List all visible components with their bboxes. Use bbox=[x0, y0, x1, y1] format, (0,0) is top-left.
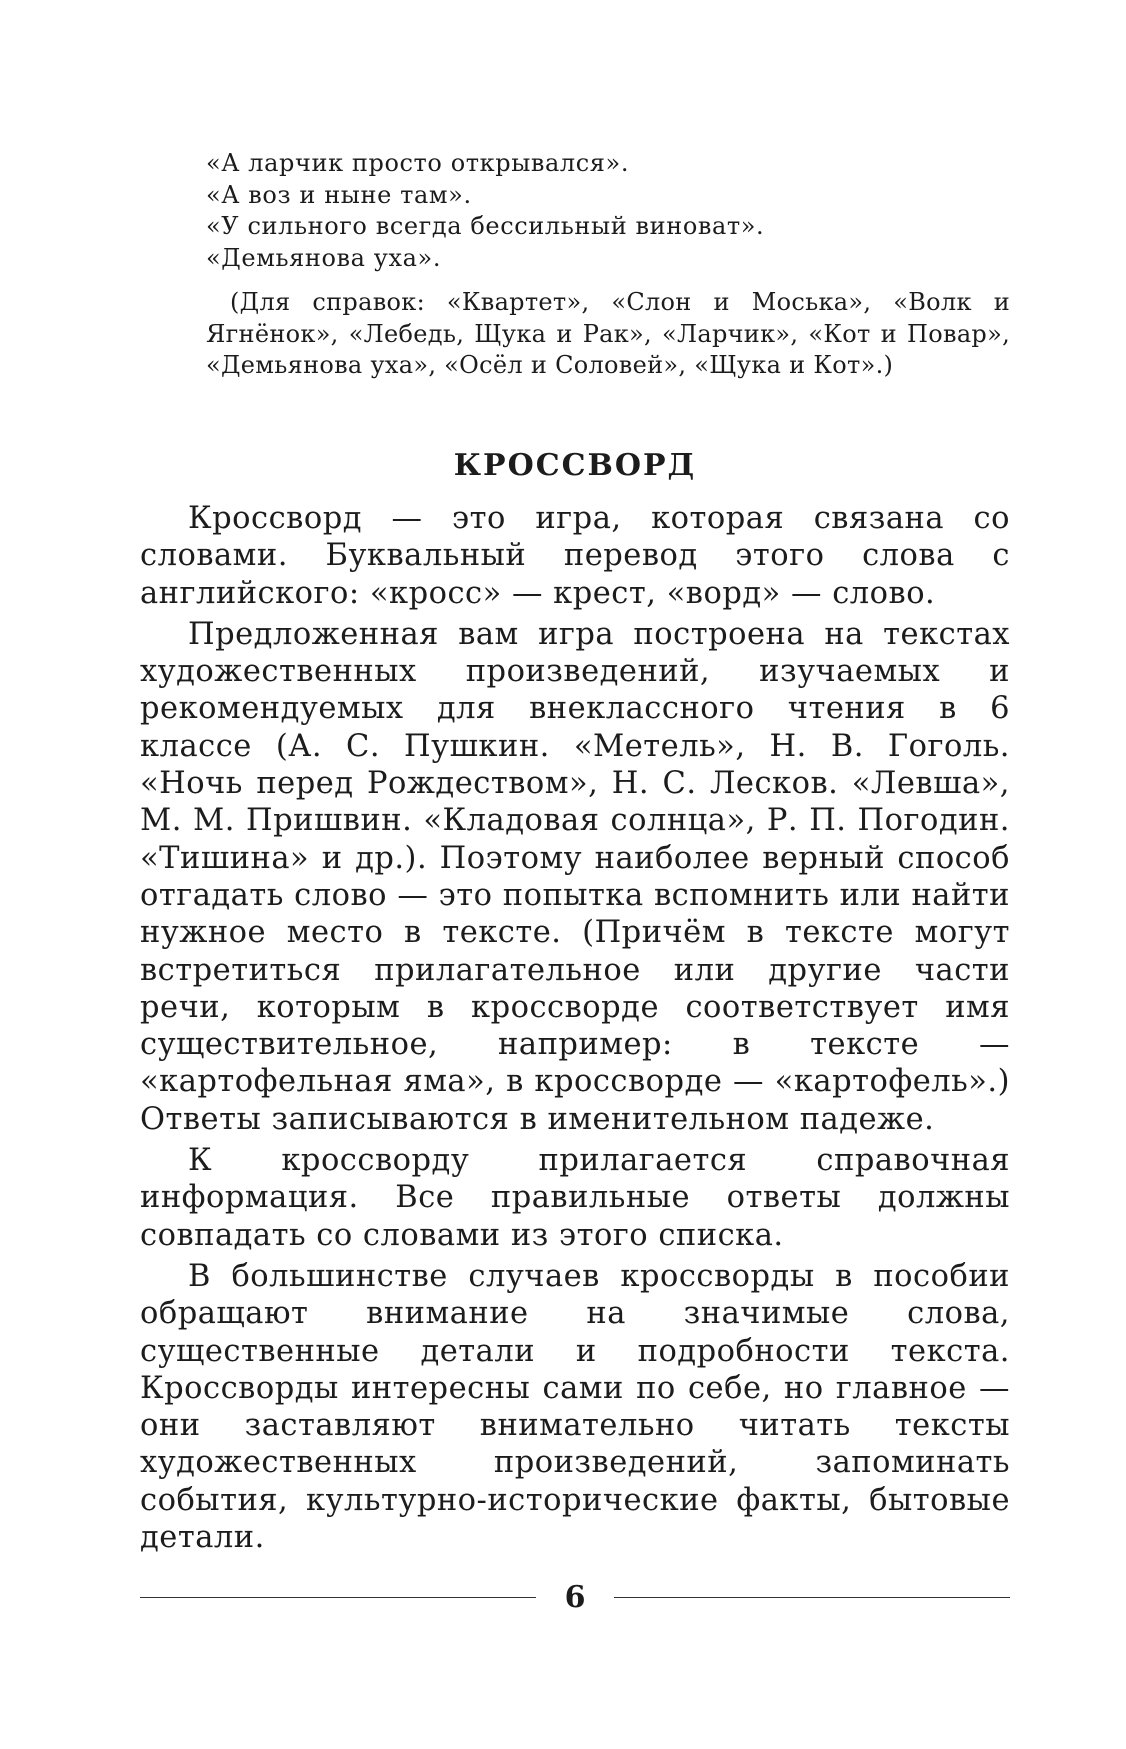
proverb-line: «Демьянова уха». bbox=[206, 243, 442, 272]
proverb-line: «У сильного всегда бессильный виноват». bbox=[206, 212, 765, 240]
section-heading: КРОССВОРД bbox=[453, 448, 697, 483]
body-paragraph: В большинстве случаев кроссворды в пособии обращают внимание на значимые слова, существенные детали и подробности текста. Кроссворды интересны сами по себе, но главное — они заставляют внимательно читать тексты художественных произведений, запоминать события, культурно-исторические факты, бытовые детали. bbox=[140, 1258, 1010, 1556]
reference-note bbox=[206, 287, 1010, 382]
page-footer bbox=[140, 1578, 1010, 1618]
body-paragraph: К кроссворду прилагается справочная информация. Все правильные ответы должны совпадать со словами из этого списка. bbox=[140, 1143, 1010, 1253]
body-paragraph: Предложенная вам игра построена на текстах художественных произведений, изучаемых и рекомендуемых для внеклассного чтения в 6 классе (А. С. Пушкин. «Метель», Н. В. Гоголь. «Ночь перед Рождеством», Н. С. Лесков. «Левша», М. М. Пришвин. «Кладовая солнца», Р. П. Погодин. «Тишина» и др.). Поэтому наиболее верный способ отгадать слово — это попытка вспомнить или найти нужное место в тексте. (Причём в тексте могут встретиться прилагательное или другие части речи, которым в кроссворде соответствует имя существительное, например: в тексте — «картофельная яма», в кроссворде — «картофель».) Ответы записываются в именительном падеже. bbox=[140, 616, 1010, 1137]
body-paragraph: Кроссворд — это игра, которая связана со словами. Буквальный перевод этого слова с английского: «кросс» — крест, «ворд» — слово. bbox=[140, 501, 1010, 611]
proverb-line: «А воз и ныне там». bbox=[206, 180, 472, 209]
reference-text: (Для справок: «Квартет», «Слон и Моська», «Волк и Ягнёнок», «Лебедь, Щука и Рак», «Ларчик», «Кот и Повар», «Демьянова уха», «Осёл и Соловей», «Щука и Кот».) bbox=[206, 288, 1010, 379]
page-number: 6 bbox=[564, 1580, 586, 1615]
section-body bbox=[140, 500, 1010, 1560]
footer-rule-right bbox=[614, 1597, 1010, 1598]
proverb-list bbox=[206, 148, 1026, 274]
proverb-line: «А ларчик просто открывался». bbox=[206, 149, 630, 177]
